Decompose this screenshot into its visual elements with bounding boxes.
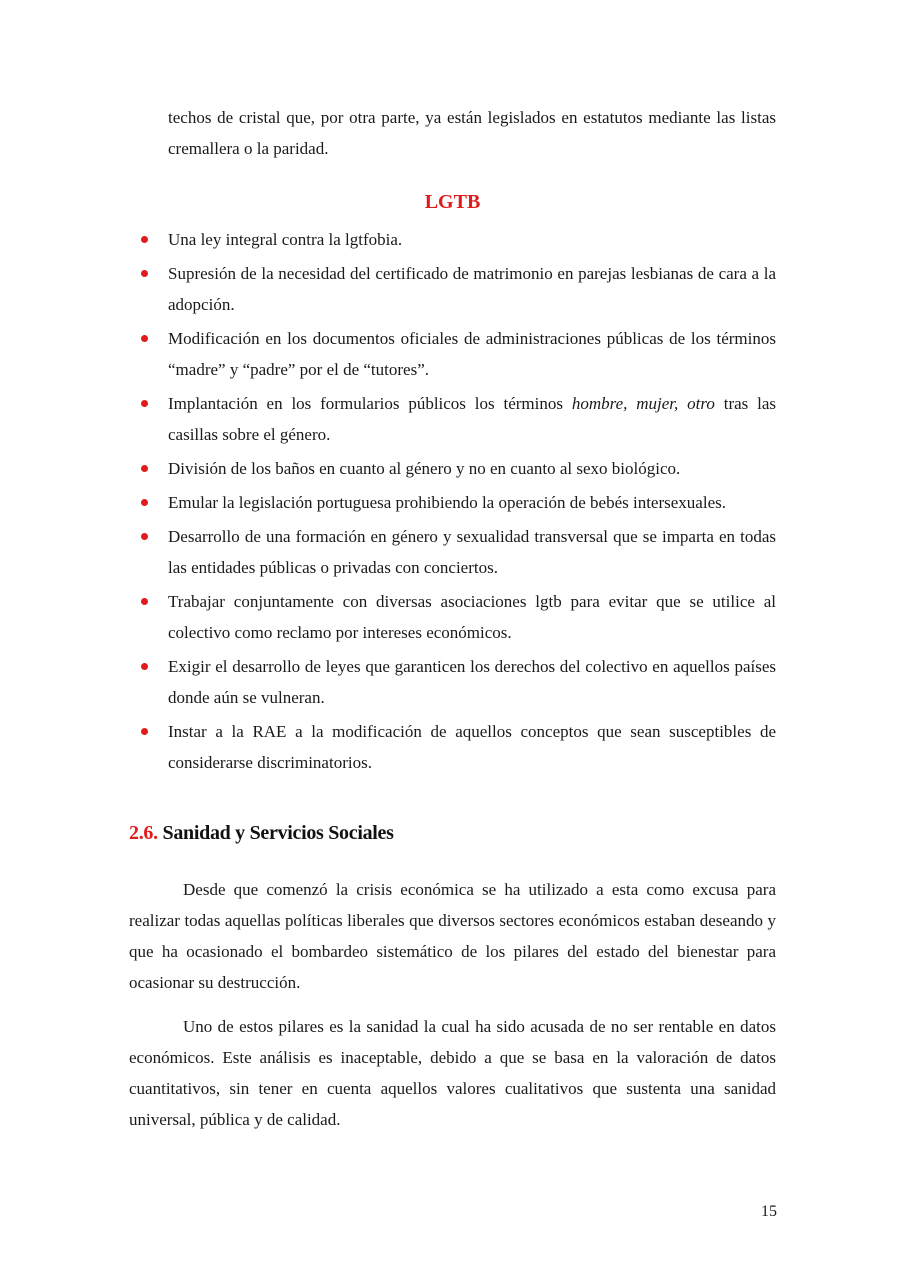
page-number: 15: [761, 1203, 777, 1220]
section-heading: [129, 818, 394, 848]
bullet-dot-icon: [141, 270, 148, 277]
list-item-text: Desarrollo de una formación en género y sexualidad transversal que se imparta en todas las entidades públicas o privadas con conciertos.: [168, 527, 776, 577]
list-item: [140, 586, 776, 648]
list-item: [140, 487, 776, 518]
body-paragraph: Uno de estos pilares es la sanidad la cual ha sido acusada de no ser rentable en datos económicos. Este análisis es inaceptable, debido a que se basa en la valoración de datos cuantitativos, sin tener en cuenta aquellos valores cualitativos que sustenta una sanidad universal, pública y de calidad.: [129, 1017, 776, 1129]
bullet-dot-icon: [141, 236, 148, 243]
list-item: [140, 716, 776, 778]
list-item: [140, 651, 776, 713]
list-item: [140, 521, 776, 583]
bullet-dot-icon: [141, 598, 148, 605]
list-item-text-before: Implantación en los formularios públicos los términos: [168, 394, 572, 413]
list-item: [140, 323, 776, 385]
list-item-text: Exigir el desarrollo de leyes que garanticen los derechos del colectivo en aquellos países donde aún se vulneran.: [168, 657, 776, 707]
list-item-text: Una ley integral contra la lgtfobia.: [168, 230, 403, 249]
bullet-dot-icon: [141, 335, 148, 342]
lgtb-section-title: LGTB: [424, 191, 481, 213]
list-item: [140, 224, 776, 255]
list-item-text: Supresión de la necesidad del certificado de matrimonio en parejas lesbianas de cara a la adopción.: [168, 264, 776, 314]
list-item-text: Modificación en los documentos oficiales de administraciones públicas de los términos “madre” y “padre” por el de “tutores”.: [168, 329, 776, 379]
bullet-dot-icon: [141, 400, 148, 407]
list-item-text-after: tras las casillas sobre el género.: [168, 394, 777, 444]
lgtb-bullet-list: [140, 224, 776, 781]
list-item: [140, 258, 776, 320]
section-number: 2.6.: [129, 822, 158, 844]
list-item-text: Instar a la RAE a la modificación de aquellos conceptos que sean susceptibles de considerarse discriminatorios.: [168, 722, 776, 772]
list-item-text: Emular la legislación portuguesa prohibiendo la operación de bebés intersexuales.: [168, 493, 726, 512]
list-item-text: Trabajar conjuntamente con diversas asociaciones lgtb para evitar que se utilice al colectivo como reclamo por intereses económicos.: [168, 592, 776, 642]
list-item: [140, 453, 776, 484]
list-item: [140, 388, 776, 450]
bullet-dot-icon: [141, 728, 148, 735]
bullet-dot-icon: [141, 663, 148, 670]
bullet-dot-icon: [141, 499, 148, 506]
bullet-dot-icon: [141, 465, 148, 472]
section-title: Sanidad y Servicios Sociales: [162, 822, 394, 844]
bullet-dot-icon: [141, 533, 148, 540]
list-item-text-italic: hombre, mujer, otro: [571, 394, 715, 413]
list-item-text: División de los baños en cuanto al género y no en cuanto al sexo biológico.: [168, 459, 681, 478]
body-paragraph: Desde que comenzó la crisis económica se ha utilizado a esta como excusa para realizar todas aquellas políticas liberales que diversos sectores económicos estaban deseando y que ha ocasionado el bombardeo sistemático de los pilares del estado del bienestar para ocasionar su destrucción.: [129, 880, 776, 992]
continuation-paragraph: techos de cristal que, por otra parte, ya están legislados en estatutos mediante las listas cremallera o la paridad.: [168, 108, 776, 158]
